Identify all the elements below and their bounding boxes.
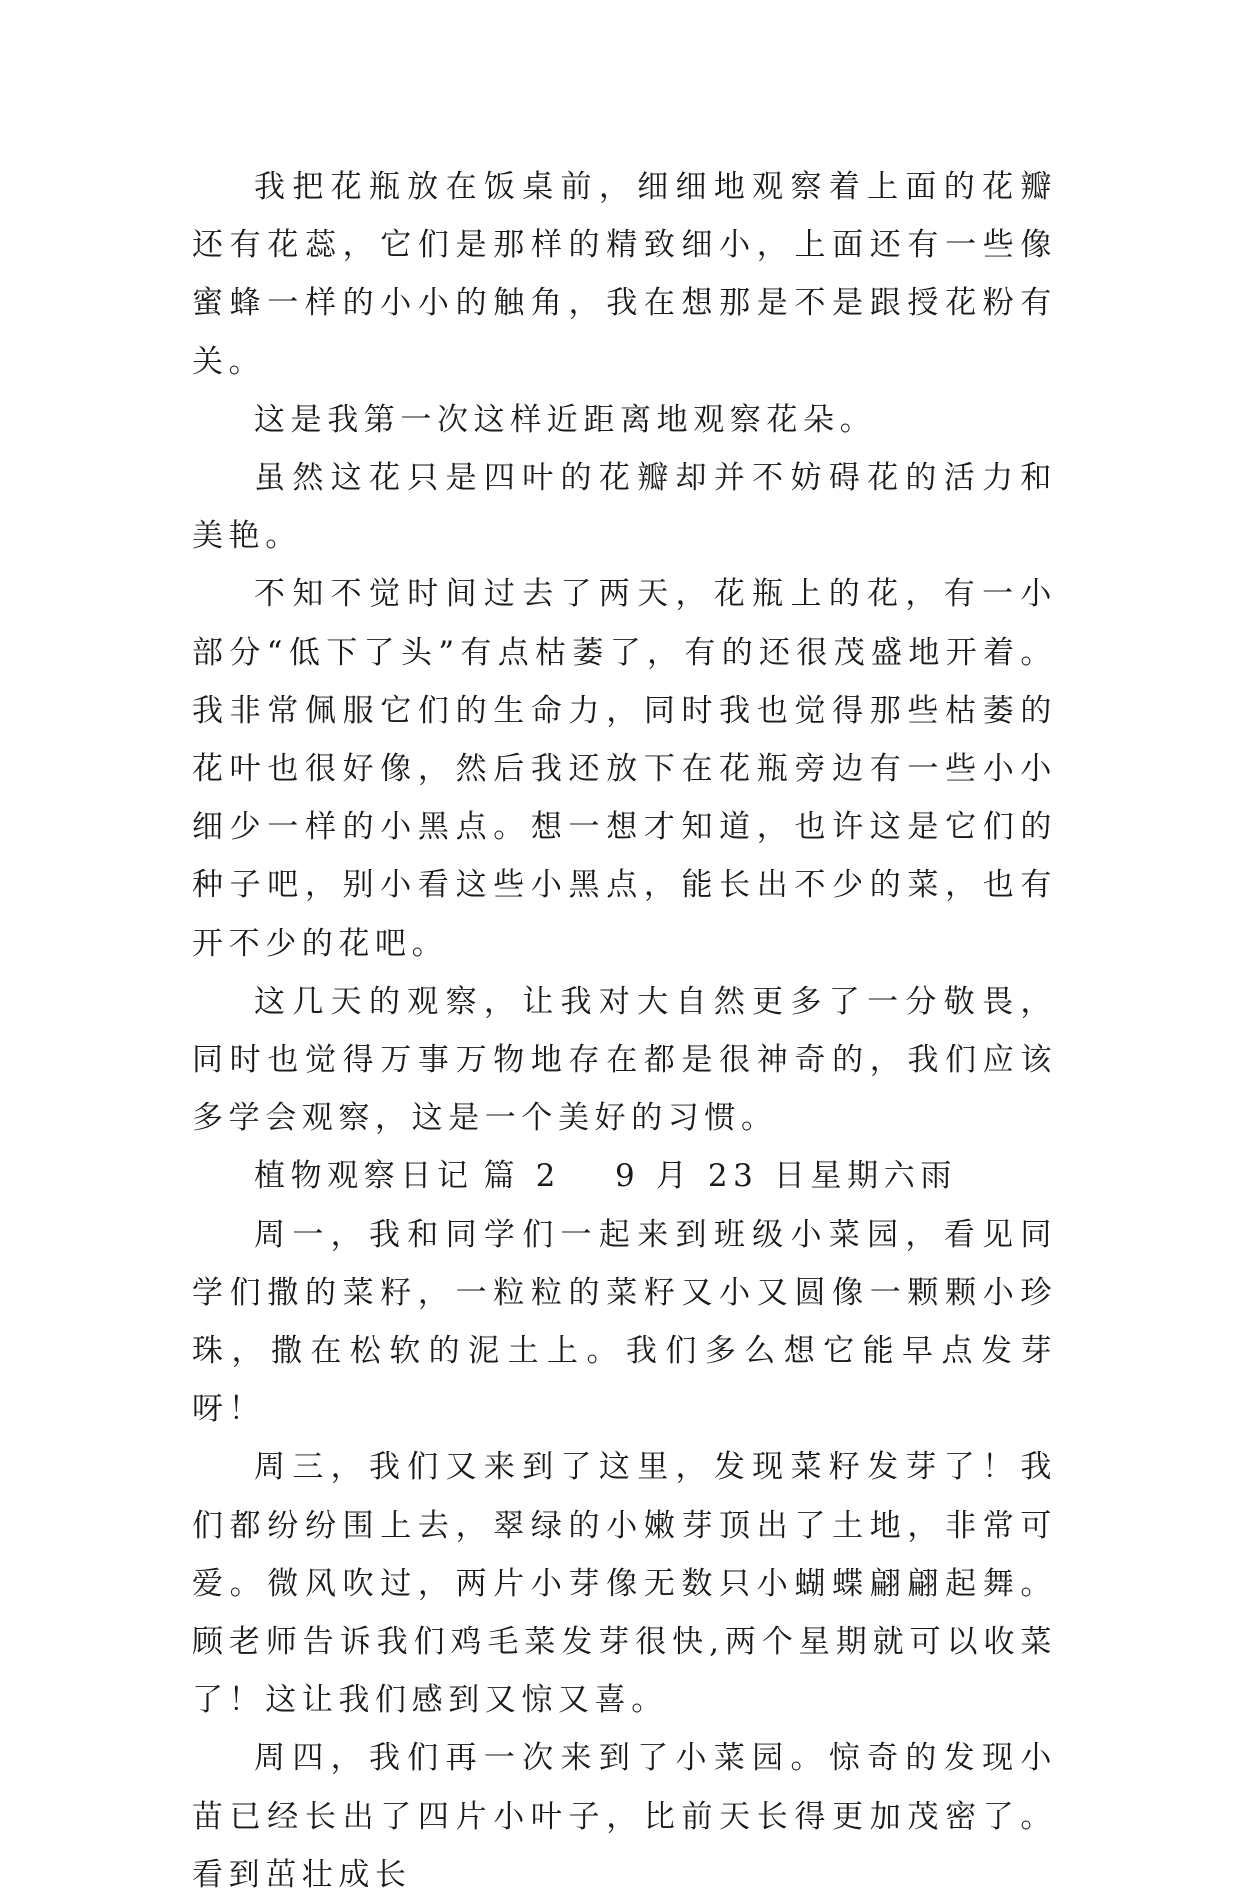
- diary-title: 植物观察日记: [254, 1158, 474, 1195]
- paragraph: 虽然这花只是四叶的花瓣却并不妨碍花的活力和美艳。: [192, 460, 1057, 555]
- paragraph: 这是我第一次这样近距离地观察花朵。: [254, 401, 877, 438]
- paragraph: 这几天的观察，让我对大自然更多了一分敬畏，同时也觉得万事万物地存在都是很神奇的，我们应该多学会观察，这是一个美好的习惯。: [192, 983, 1057, 1137]
- paragraph: 周一，我和同学们一起来到班级小菜园，看见同学们撒的菜籽，一粒粒的菜籽又小又圆像一颗颗小珍珠，撒在松软的泥土上。我们多么想它能早点发芽呀！: [192, 1216, 1057, 1428]
- diary-heading: [192, 1147, 1057, 1205]
- document-body: [192, 158, 1057, 1904]
- paragraph: 不知不觉时间过去了两天，花瓶上的花，有一小部分“低下了头”有点枯萎了，有的还很茂盛地开着。我非常佩服它们的生命力，同时我也觉得那些枯萎的花叶也很好像，然后我还放下在花瓶旁边有一些小小细少一样的小黑点。想一想才知道，也许这是它们的种子吧，别小看这些小黑点，能长出不少的菜，也有开不少的花吧。: [192, 576, 1057, 962]
- diary-entry-number: 篇 2: [483, 1158, 561, 1195]
- paragraph: 周四，我们再一次来到了小菜园。惊奇的发现小苗已经长出了四片小叶子，比前天长得更加茂密了。看到茁壮成长: [192, 1740, 1057, 1893]
- paragraph: 我把花瓶放在饭桌前，细细地观察着上面的花瓣还有花蕊，它们是那样的精致细小，上面还有一些像蜜蜂一样的小小的触角，我在想那是不是跟授花粉有关。: [192, 169, 1057, 380]
- paragraph: 周三，我们又来到了这里，发现菜籽发芽了！我们都纷纷围上去，翠绿的小嫩芽顶出了土地，非常可爱。微风吹过，两片小芽像无数只小蝴蝶翩翩起舞。顾老师告诉我们鸡毛菜发芽很快,两个星期就可以收菜了！这让我们感到又惊又喜。: [192, 1449, 1057, 1719]
- diary-date: 9 月 23 日星期六雨: [615, 1158, 957, 1195]
